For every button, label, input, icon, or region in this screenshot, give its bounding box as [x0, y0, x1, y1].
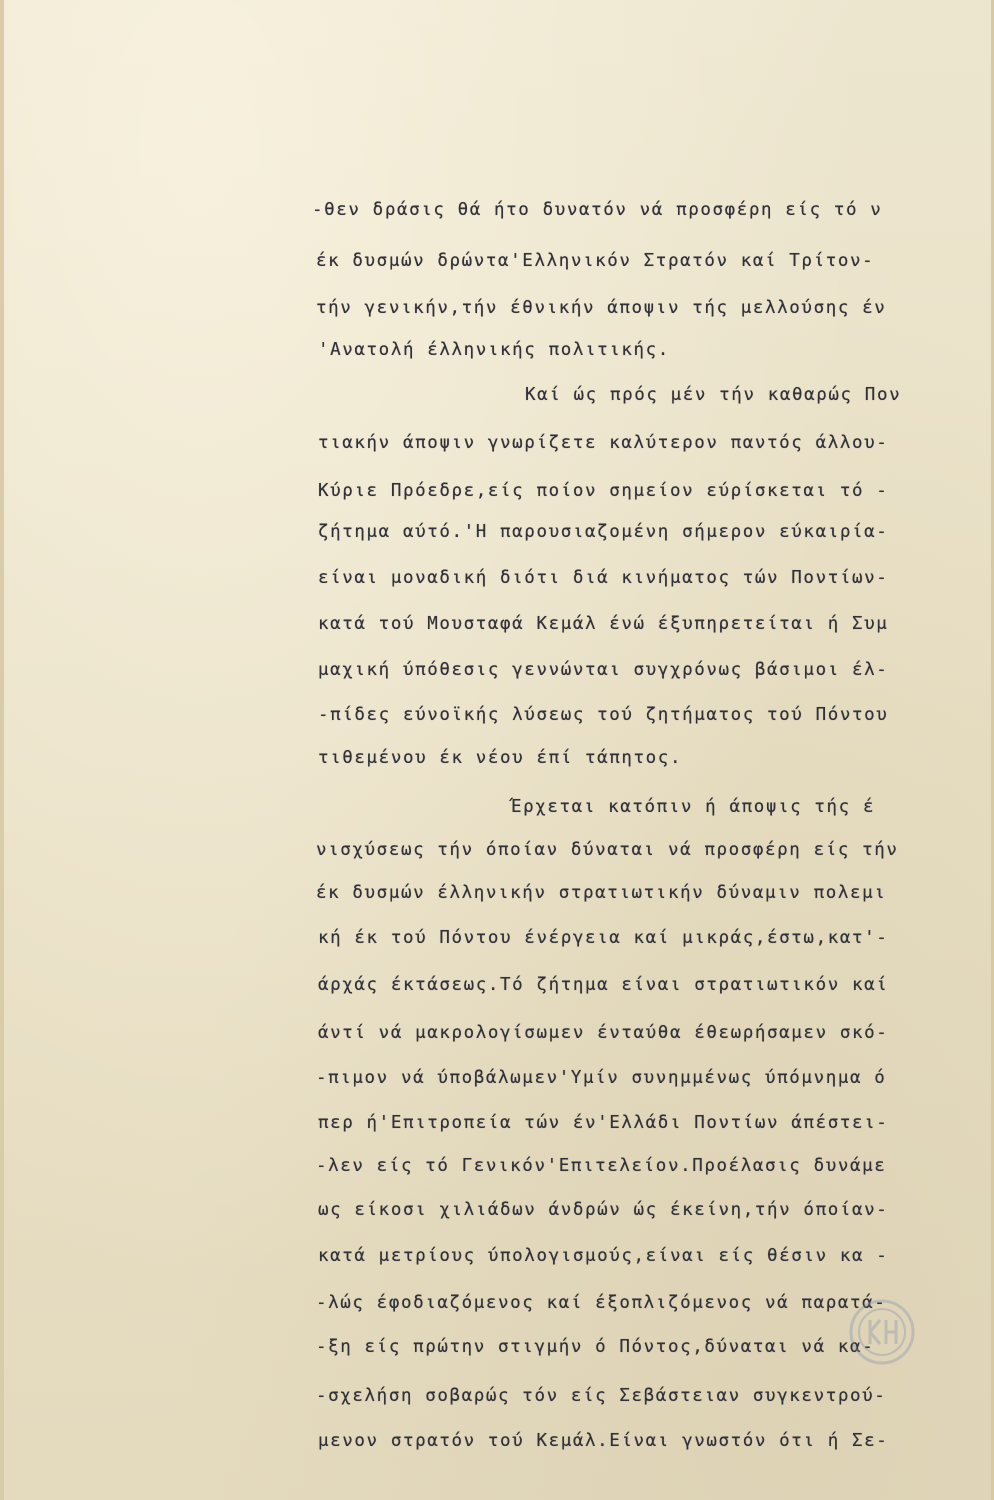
text-line: μαχική ύπόθεσις γεννώνται συγχρόνως βάσιμοι έλ- — [318, 660, 889, 680]
text-line: περ ή'Επιτροπεία τών έν'Ελλάδι Ποντίων άπέστει- — [318, 1113, 889, 1133]
text-line: -ξη είς πρώτην στιγμήν ό Πόντος,δύναται νά κα- — [316, 1337, 875, 1357]
text-line: τιακήν άποψιν γνωρίζετε καλύτερον παντός άλλου- — [318, 433, 889, 453]
text-line: ζήτημα αύτό.'Η παρουσιαζομένη σήμερον εύκαιρία- — [318, 522, 889, 542]
text-line: -λεν είς τό Γενικόν'Επιτελείον.Προέλασις δυνάμε — [316, 1156, 887, 1176]
text-line: -πίδες εύνοϊκής λύσεως τού ζητήματος τού Πόντου — [318, 705, 889, 725]
text-line: έκ δυσμών έλληνικήν στρατιωτικήν δύναμιν πολεμι — [316, 883, 887, 903]
text-line: κή έκ τού Πόντου ένέργεια καί μικράς,έστω,κατ'- — [318, 928, 889, 948]
text-line: 'Ανατολή έλληνικής πολιτικής. — [318, 340, 670, 360]
text-line: τήν γενικήν,τήν έθνικήν άποψιν τής μελλούσης έν — [316, 298, 887, 318]
text-line: -λώς έφοδιαζόμενος καί έξοπλιζόμενος νά παρατά- — [316, 1293, 887, 1313]
text-line: κατά μετρίους ύπολογισμούς,είναι είς θέσιν κα - — [318, 1246, 889, 1266]
text-line: νισχύσεως τήν όποίαν δύναται νά προσφέρη είς τήν — [316, 840, 899, 860]
text-line: είναι μοναδική διότι διά κινήματος τών Ποντίων- — [318, 568, 889, 588]
text-line: Καί ώς πρός μέν τήν καθαρώς Πον — [525, 385, 902, 405]
text-line: έκ δυσμών δρώντα'Ελληνικόν Στρατόν καί Τρίτον- — [316, 251, 875, 271]
text-line: άρχάς έκτάσεως.Τό ζήτημα είναι στρατιωτικόν καί — [318, 975, 889, 995]
text-line: Έρχεται κατόπιν ή άποψις τής έ — [511, 797, 876, 817]
text-line: ως είκοσι χιλιάδων άνδρών ώς έκείνη,τήν όποίαν- — [318, 1200, 889, 1220]
text-line: άντί νά μακρολογίσωμεν ένταύθα έθεωρήσαμεν σκό- — [318, 1023, 889, 1043]
text-line: -σχελήση σοβαρώς τόν είς Σεβάστειαν συγκεντρού- — [316, 1386, 887, 1406]
archive-stamp-icon — [848, 1298, 916, 1366]
text-line: -θεν δράσις θά ήτο δυνατόν νά προσφέρη είς τό ν — [312, 200, 883, 220]
text-line: Κύριε Πρόεδρε,είς ποίον σημείον εύρίσκεται τό - — [318, 481, 889, 501]
text-line: μενον στρατόν τού Κεμάλ.Είναι γνωστόν ότι ή Σε- — [318, 1431, 889, 1451]
text-line: -πιμον νά ύποβάλωμεν'Υμίν συνημμένως ύπόμνημα ό — [316, 1068, 887, 1088]
text-line: κατά τού Μουσταφά Κεμάλ ένώ έξυπηρετείται ή Συμ — [318, 614, 889, 634]
text-line: τιθεμένου έκ νέου έπί τάπητος. — [318, 748, 683, 768]
